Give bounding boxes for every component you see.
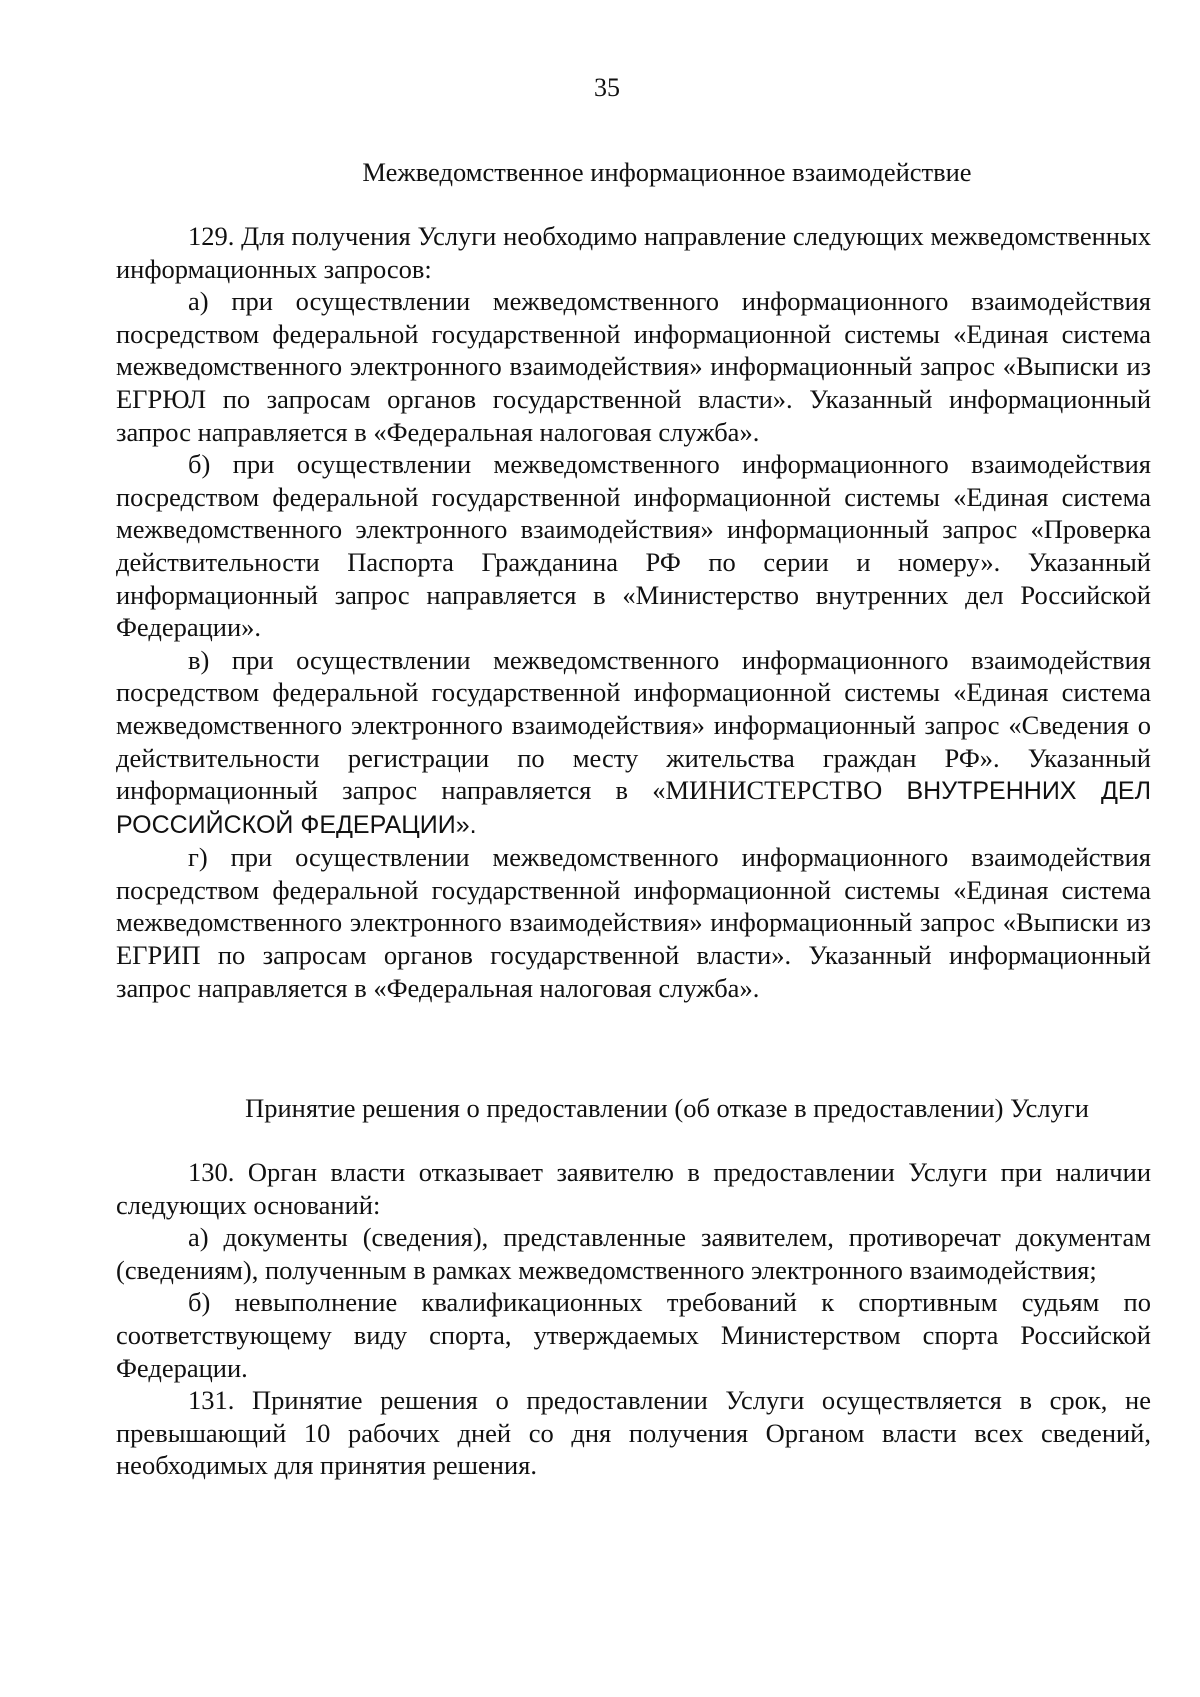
paragraph-130-b: б) невыполнение квалификационных требований к спортивным судьям по соответствующему виду спорта, утверждаемых Министерством спорта Российской Федерации. <box>116 1287 1151 1383</box>
paragraph-130-a: а) документы (сведения), представленные заявителем, противоречат документам (сведениям), полученным в рамках межведомственного электронного взаимодействия; <box>116 1222 1151 1285</box>
section-heading-decision: Принятие решения о предоставлении (об отказе в предоставлении) Услуги <box>245 1093 1089 1123</box>
paragraph-131: 131. Принятие решения о предоставлении Услуги осуществляется в срок, не превышающий 10 рабочих дней со дня получения Органом власти всех сведений, необходимых для принятия решения. <box>116 1385 1151 1481</box>
paragraph-130: 130. Орган власти отказывает заявителю в предоставлении Услуги при наличии следующих оснований: <box>116 1157 1151 1220</box>
paragraph-129-v-continuation: ВНУТРЕННИХ ДЕЛ РОССИЙСКОЙ ФЕДЕРАЦИИ». <box>116 777 1152 839</box>
paragraph-129-a: а) при осуществлении межведомственного информационного взаимодействия посредством федеральной государственной информационной системы «Единая система межведомственного электронного взаимодействия» информационный запрос «Выписки из ЕГРЮЛ по запросам органов государственной власти». Указанный информационный запрос направляется в «Федеральная налоговая служба». <box>116 286 1151 447</box>
section-body-decision <box>116 1156 1151 1482</box>
paragraph-129-v-text: в) при осуществлении межведомственного информационного взаимодействия посредством федеральной государственной информационной системы «Единая система межведомственного электронного взаимодействия» информационный запрос «Сведения о действительности регистрации по месту жительства граждан РФ». Указанный информационный запрос направляется в «МИНИСТЕРСТВО <box>116 644 1151 806</box>
section-body-interagency <box>116 220 1151 1004</box>
paragraph-129-b: б) при осуществлении межведомственного информационного взаимодействия посредством федеральной государственной информационной системы «Единая система межведомственного электронного взаимодействия» информационный запрос «Проверка действительности Паспорта Гражданина РФ по серии и номеру». Указанный информационный запрос направляется в «Министерство внутренних дел Российской Федерации». <box>116 449 1151 643</box>
paragraph-129-v <box>116 644 1151 842</box>
paragraph-129: 129. Для получения Услуги необходимо направление следующих межведомственных информационных запросов: <box>116 221 1151 284</box>
section-heading-interagency: Межведомственное информационное взаимодействие <box>362 157 972 187</box>
paragraph-129-g: г) при осуществлении межведомственного информационного взаимодействия посредством федеральной государственной информационной системы «Единая система межведомственного электронного взаимодействия» информационный запрос «Выписки из ЕГРИП по запросам органов государственной власти». Указанный информационный запрос направляется в «Федеральная налоговая служба». <box>116 842 1151 1003</box>
page-number: 35 <box>594 73 620 102</box>
